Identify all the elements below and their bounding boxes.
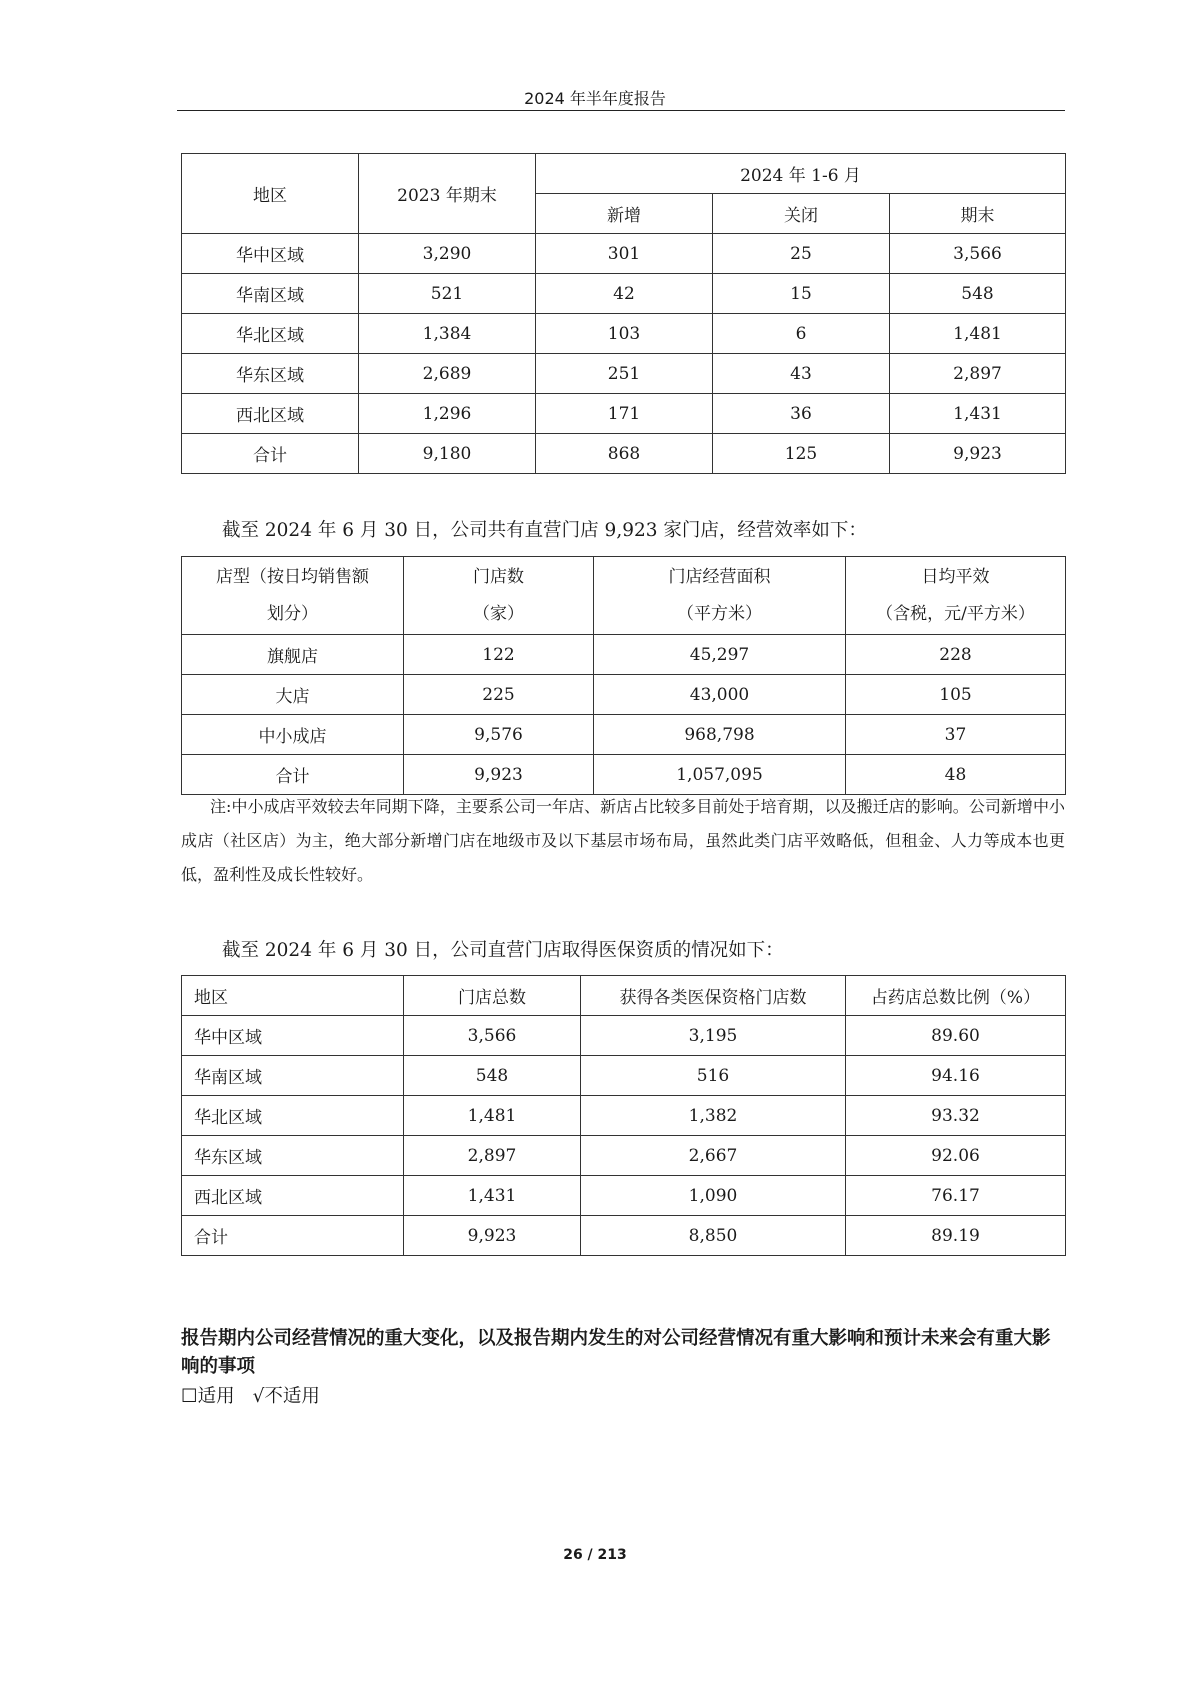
cell-ratio: 89.60 <box>846 1016 1066 1056</box>
cell-closed: 36 <box>713 394 890 434</box>
cell-store-type: 合计 <box>182 755 404 795</box>
table-row-total <box>182 1216 1066 1256</box>
cell-total-stores: 9,923 <box>404 1216 581 1256</box>
cell-closed: 125 <box>713 434 890 474</box>
header-daily-efficiency-line2: （含税，元/平方米） <box>876 603 1035 624</box>
header-period-end: 期末 <box>890 194 1066 234</box>
cell-total-stores: 548 <box>404 1056 581 1096</box>
intro-paragraph-insurance: 截至 2024 年 6 月 30 日，公司直营门店取得医保资质的情况如下： <box>222 940 784 961</box>
cell-daily-efficiency: 228 <box>846 635 1066 675</box>
cell-added: 103 <box>536 314 713 354</box>
cell-period-end: 1,481 <box>890 314 1066 354</box>
table-row <box>182 635 1066 675</box>
cell-region: 华东区域 <box>182 354 359 394</box>
header-daily-efficiency-line1: 日均平效 <box>921 566 990 587</box>
cell-end-2023: 3,290 <box>359 234 536 274</box>
store-efficiency-table <box>181 556 1066 795</box>
cell-store-count: 9,923 <box>404 755 594 795</box>
page-header-title: 2024 年半年度报告 <box>524 89 666 108</box>
cell-closed: 15 <box>713 274 890 314</box>
cell-closed: 25 <box>713 234 890 274</box>
page-number: 26 / 213 <box>563 1547 627 1563</box>
cell-store-area: 43,000 <box>594 675 846 715</box>
cell-added: 868 <box>536 434 713 474</box>
cell-end-2023: 2,689 <box>359 354 536 394</box>
header-region: 地区 <box>182 976 404 1016</box>
cell-total-stores: 1,481 <box>404 1096 581 1136</box>
cell-store-type: 大店 <box>182 675 404 715</box>
header-store-area-line2: （平方米） <box>677 603 762 624</box>
cell-store-count: 225 <box>404 675 594 715</box>
table-row <box>182 274 1066 314</box>
header-closed: 关闭 <box>713 194 890 234</box>
cell-qualified-stores: 2,667 <box>581 1136 846 1176</box>
cell-qualified-stores: 3,195 <box>581 1016 846 1056</box>
cell-end-2023: 521 <box>359 274 536 314</box>
cell-store-type: 旗舰店 <box>182 635 404 675</box>
cell-qualified-stores: 1,382 <box>581 1096 846 1136</box>
header-total-stores: 门店总数 <box>404 976 581 1016</box>
header-qualified-stores: 获得各类医保资格门店数 <box>581 976 846 1016</box>
table-row <box>182 354 1066 394</box>
cell-region: 西北区域 <box>182 1176 404 1216</box>
table-row <box>182 1096 1066 1136</box>
cell-total-stores: 1,431 <box>404 1176 581 1216</box>
cell-ratio: 76.17 <box>846 1176 1066 1216</box>
table-row <box>182 715 1066 755</box>
cell-region: 华北区域 <box>182 314 359 354</box>
table-row <box>182 1016 1066 1056</box>
table-row <box>182 1136 1066 1176</box>
header-divider <box>177 110 1065 111</box>
cell-period-end: 548 <box>890 274 1066 314</box>
cell-store-area: 968,798 <box>594 715 846 755</box>
cell-ratio: 93.32 <box>846 1096 1066 1136</box>
cell-daily-efficiency: 105 <box>846 675 1066 715</box>
table-note: 注:中小成店平效较去年同期下降，主要系公司一年店、新店占比较多目前处于培育期，以及搬迁店的影响。公司新增中小成店（社区店）为主，绝大部分新增门店在地级市及以下基层市场布局，虽然此类门店平效略低，但租金、人力等成本也更低，盈利性及成长性较好。 <box>181 797 1065 884</box>
header-daily-efficiency <box>846 557 1066 635</box>
cell-region: 华北区域 <box>182 1096 404 1136</box>
cell-closed: 43 <box>713 354 890 394</box>
cell-period-end: 2,897 <box>890 354 1066 394</box>
cell-region: 华中区域 <box>182 1016 404 1056</box>
cell-period-end: 1,431 <box>890 394 1066 434</box>
cell-store-area: 45,297 <box>594 635 846 675</box>
cell-region: 华南区域 <box>182 1056 404 1096</box>
cell-ratio: 94.16 <box>846 1056 1066 1096</box>
cell-daily-efficiency: 48 <box>846 755 1066 795</box>
header-end-2023: 2023 年期末 <box>359 154 536 234</box>
header-store-type-line2: 划分） <box>267 603 318 624</box>
option-applicable: ☐适用 <box>181 1386 235 1407</box>
header-store-area-line1: 门店经营面积 <box>668 566 771 587</box>
cell-store-type: 中小成店 <box>182 715 404 755</box>
cell-ratio: 89.19 <box>846 1216 1066 1256</box>
cell-daily-efficiency: 37 <box>846 715 1066 755</box>
cell-region: 华东区域 <box>182 1136 404 1176</box>
cell-qualified-stores: 516 <box>581 1056 846 1096</box>
table-row <box>182 1176 1066 1216</box>
cell-qualified-stores: 8,850 <box>581 1216 846 1256</box>
cell-region: 合计 <box>182 1216 404 1256</box>
table-row <box>182 394 1066 434</box>
header-added: 新增 <box>536 194 713 234</box>
intro-paragraph-efficiency: 截至 2024 年 6 月 30 日，公司共有直营门店 9,923 家门店，经营效率如下： <box>222 520 867 541</box>
cell-added: 251 <box>536 354 713 394</box>
section-heading: 报告期内公司经营情况的重大变化，以及报告期内发生的对公司经营情况有重大影响和预计未来会有重大影响的事项 <box>181 1328 1051 1377</box>
cell-region: 华南区域 <box>182 274 359 314</box>
cell-region: 合计 <box>182 434 359 474</box>
header-store-count-line1: 门店数 <box>473 566 524 587</box>
cell-period-end: 9,923 <box>890 434 1066 474</box>
table-row-total <box>182 755 1066 795</box>
header-store-count <box>404 557 594 635</box>
cell-added: 301 <box>536 234 713 274</box>
header-period: 2024 年 1-6 月 <box>536 154 1066 194</box>
cell-end-2023: 1,384 <box>359 314 536 354</box>
cell-region: 西北区域 <box>182 394 359 434</box>
option-not-applicable: √不适用 <box>252 1386 320 1407</box>
applicability-options <box>181 1382 338 1408</box>
header-store-count-line2: （家） <box>473 603 524 624</box>
cell-region: 华中区域 <box>182 234 359 274</box>
cell-ratio: 92.06 <box>846 1136 1066 1176</box>
insurance-qualification-table <box>181 975 1066 1256</box>
table-row-total <box>182 434 1066 474</box>
cell-end-2023: 1,296 <box>359 394 536 434</box>
cell-end-2023: 9,180 <box>359 434 536 474</box>
cell-total-stores: 3,566 <box>404 1016 581 1056</box>
header-region: 地区 <box>182 154 359 234</box>
table-row <box>182 1056 1066 1096</box>
cell-total-stores: 2,897 <box>404 1136 581 1176</box>
header-store-area <box>594 557 846 635</box>
cell-store-count: 9,576 <box>404 715 594 755</box>
header-store-type-line1: 店型（按日均销售额 <box>216 566 369 587</box>
cell-added: 42 <box>536 274 713 314</box>
cell-qualified-stores: 1,090 <box>581 1176 846 1216</box>
cell-store-count: 122 <box>404 635 594 675</box>
table-row <box>182 314 1066 354</box>
header-ratio: 占药店总数比例（%） <box>846 976 1066 1016</box>
cell-store-area: 1,057,095 <box>594 755 846 795</box>
store-change-table <box>181 153 1066 474</box>
table-row <box>182 675 1066 715</box>
header-store-type <box>182 557 404 635</box>
cell-closed: 6 <box>713 314 890 354</box>
cell-added: 171 <box>536 394 713 434</box>
cell-period-end: 3,566 <box>890 234 1066 274</box>
table-row <box>182 234 1066 274</box>
